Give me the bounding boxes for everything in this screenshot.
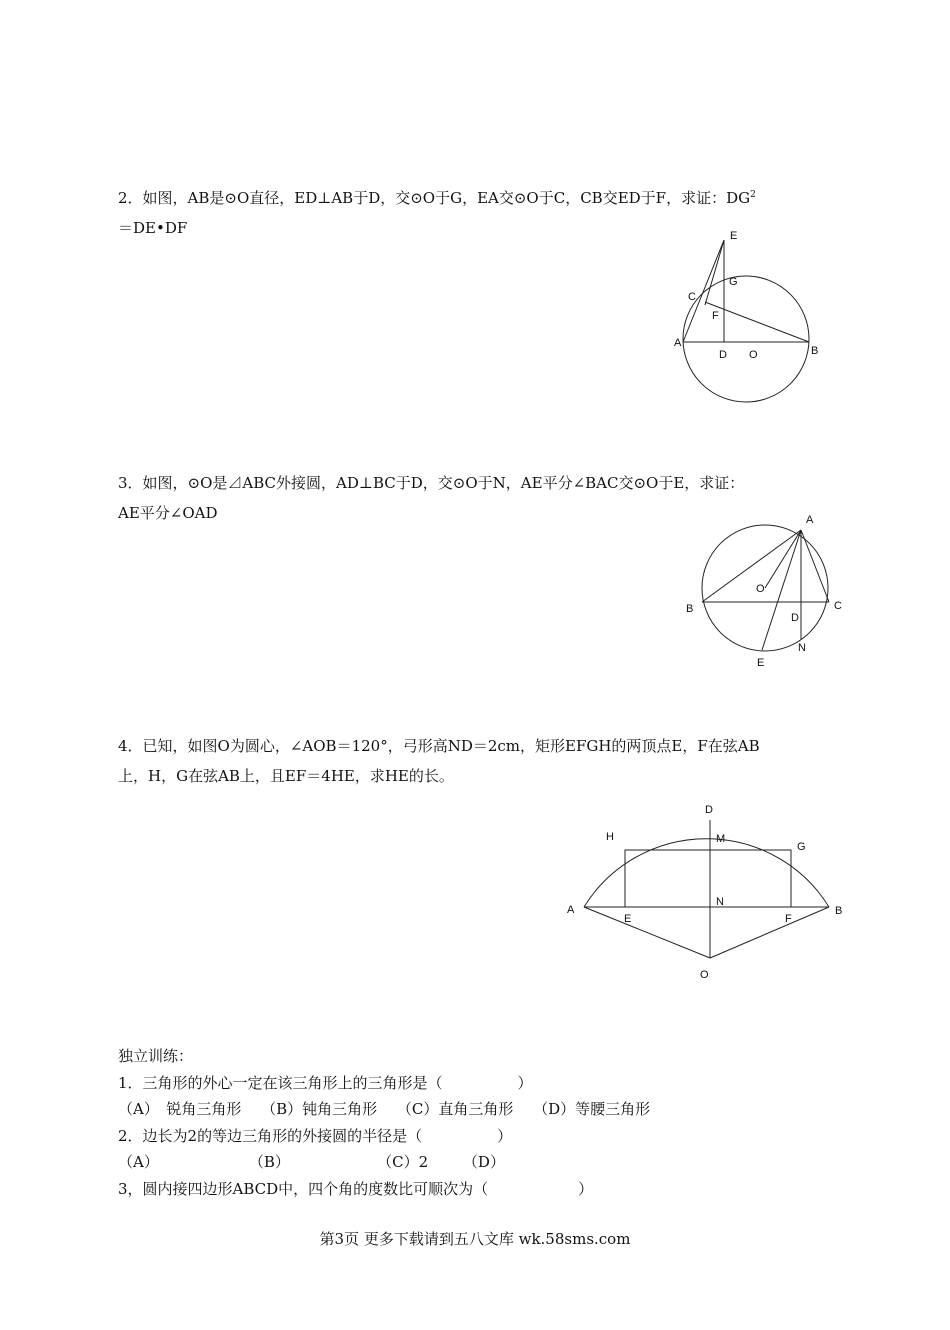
problem-4-line1: 4．已知，如图O为圆心，∠AOB＝120°，弓形高ND＝2cm，矩形EFGH的两顶点E，F在弦AB — [118, 737, 760, 755]
fig4-label-A: A — [567, 904, 575, 916]
fig4-label-M: M — [716, 833, 726, 845]
figure-4 — [560, 795, 850, 990]
fig3-line-AB — [702, 530, 801, 602]
problem-4-line2: 上，H，G在弦AB上，且EF＝4HE，求HE的长。 — [118, 767, 454, 785]
fig2-line-CB — [705, 302, 809, 342]
fig3-label-B: B — [686, 603, 694, 615]
figure-3 — [680, 505, 850, 685]
fig3-line-AO — [765, 530, 801, 588]
problem-3-text — [118, 468, 744, 528]
fig4-rect-EFGH — [625, 850, 791, 907]
practice-q2-options: （A） （B） （C）2 （D） — [118, 1153, 505, 1171]
fig2-label-G: G — [729, 276, 738, 288]
fig3-label-O: O — [756, 583, 765, 595]
practice-q1-options: （A） 锐角三角形 （B）钝角三角形 （C）直角三角形 （D）等腰三角形 — [118, 1100, 651, 1118]
fig2-line-E-C2 — [705, 240, 724, 305]
problem-2-text — [118, 180, 756, 243]
problem-2-line1: 2．如图，AB是⊙O直径，ED⊥AB于D，交⊙O于G，EA交⊙O于C，CB交ED于F，求证：DG — [118, 189, 751, 207]
fig4-line-AO — [584, 907, 710, 958]
fig2-label-O: O — [749, 349, 758, 361]
fig3-label-D: D — [791, 612, 799, 624]
fig3-label-C: C — [834, 600, 842, 612]
fig4-label-D: D — [705, 804, 713, 816]
figure-2 — [670, 225, 830, 405]
problem-4-text — [118, 731, 760, 791]
fig4-label-G: G — [797, 841, 806, 853]
problem-2-superscript: 2 — [750, 190, 756, 200]
fig3-line-AC — [801, 530, 829, 602]
fig2-label-C: C — [688, 291, 696, 303]
fig4-label-B: B — [835, 905, 843, 917]
fig2-label-B: B — [811, 345, 819, 357]
problem-2-line2: ＝DE•DF — [118, 219, 188, 237]
practice-q1: 1．三角形的外心一定在该三角形上的三角形是（ ） — [118, 1074, 533, 1092]
fig2-label-F: F — [712, 310, 719, 322]
fig3-line-AE — [762, 530, 801, 650]
fig2-label-D: D — [719, 349, 727, 361]
fig4-line-BO — [710, 907, 829, 958]
fig4-label-E: E — [624, 913, 632, 925]
fig3-label-N: N — [798, 642, 806, 654]
fig4-label-O: O — [700, 969, 709, 981]
practice-q2: 2．边长为2的等边三角形的外接圆的半径是（ ） — [118, 1127, 513, 1145]
fig2-label-A: A — [674, 337, 682, 349]
fig2-label-E: E — [730, 230, 738, 242]
practice-heading: 独立训练： — [118, 1047, 194, 1065]
fig4-label-N: N — [716, 896, 724, 908]
problem-3-line2: AE平分∠OAD — [118, 504, 218, 522]
practice-q3: 3，圆内接四边形ABCD中，四个角的度数比可顺次为（ ） — [118, 1180, 594, 1198]
fig4-arc — [584, 839, 829, 907]
fig4-label-F: F — [785, 913, 792, 925]
fig3-label-E: E — [757, 657, 765, 669]
fig4-label-H: H — [606, 831, 614, 843]
page-footer: 第3页 更多下载请到五八文库 wk.58sms.com — [319, 1230, 631, 1248]
problem-3-line1: 3．如图，⊙O是⊿ABC外接圆，AD⊥BC于D，交⊙O于N，AE平分∠BAC交⊙O于E，求证： — [118, 474, 745, 492]
fig3-label-A: A — [806, 514, 814, 526]
